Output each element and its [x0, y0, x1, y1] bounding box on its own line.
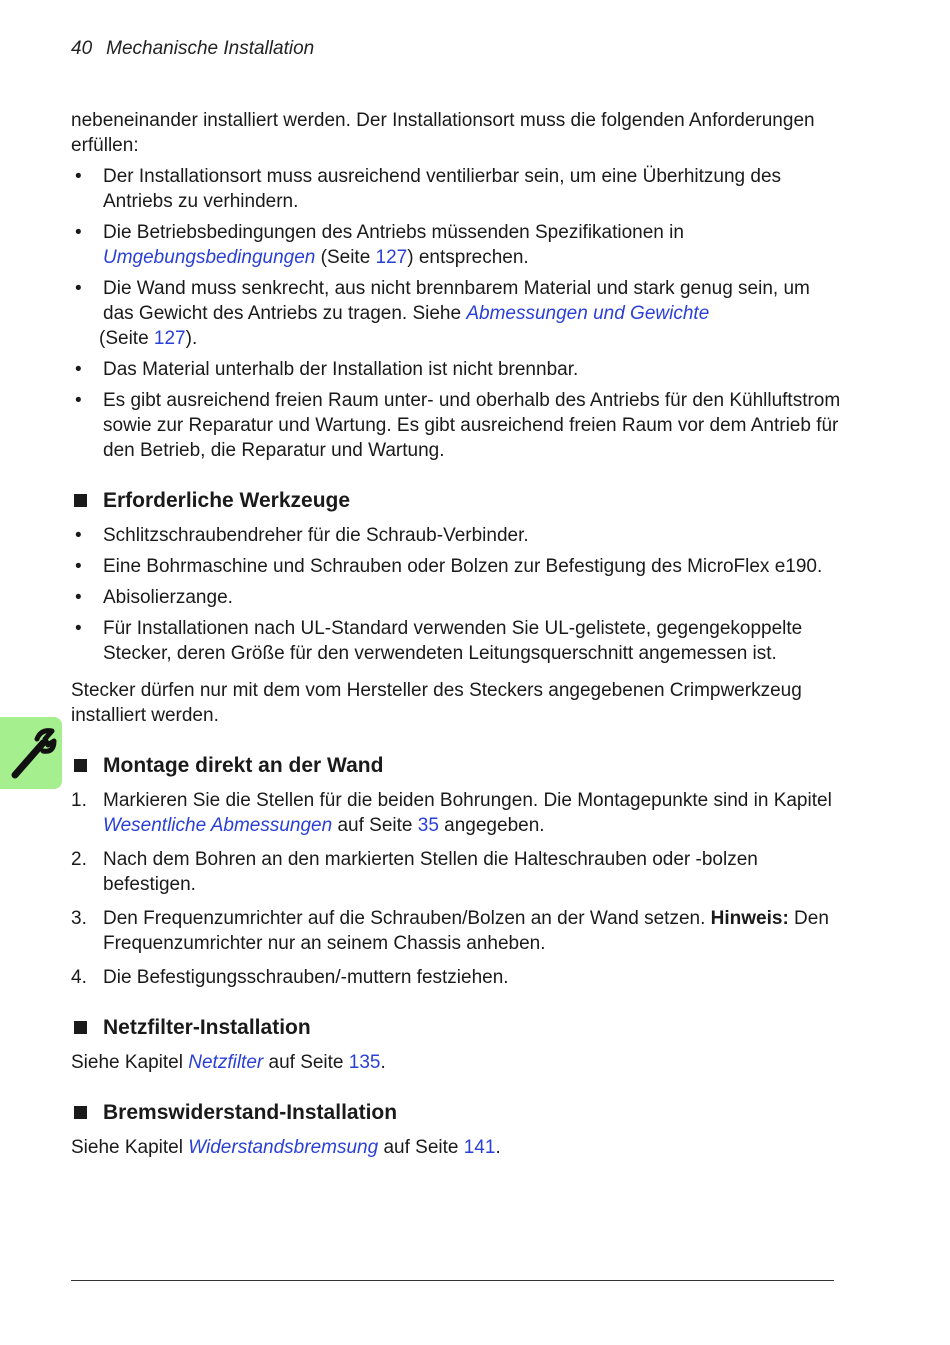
bullet: •: [75, 222, 82, 243]
page-number: 40: [71, 38, 93, 59]
list-item: [71, 357, 841, 382]
section-heading-text: Netzfilter-Installation: [103, 1016, 311, 1039]
step-text: angegeben.: [438, 815, 545, 836]
bullet: •: [75, 390, 82, 411]
bullet: •: [75, 618, 82, 639]
net-filter-paragraph: [71, 1050, 841, 1075]
link-abmessungen-und-gewichte[interactable]: Abmessungen und Gewichte: [466, 303, 710, 324]
list-item: [71, 276, 841, 351]
list-item-text: ).: [185, 328, 198, 349]
step-text: Nach dem Bohren an den markierten Stellen die Halteschrauben oder -bolzen befestigen.: [103, 849, 758, 895]
section-heading-wall-mount: [71, 752, 841, 780]
bullet: •: [75, 525, 82, 546]
link-widerstandsbremsung[interactable]: Widerstandsbremsung: [188, 1137, 379, 1158]
link-umgebungsbedingungen[interactable]: Umgebungsbedingungen: [103, 247, 316, 268]
step-number: 2.: [71, 849, 87, 870]
link-netzfilter[interactable]: Netzfilter: [188, 1052, 264, 1073]
section-heading-tools: [71, 487, 841, 515]
list-item: [71, 523, 841, 548]
list-item: [71, 585, 841, 610]
section-heading-text: Erforderliche Werkzeuge: [103, 489, 351, 512]
wrench-icon: [7, 727, 57, 781]
bullet: •: [75, 587, 82, 608]
step-number: 3.: [71, 908, 87, 929]
list-item-text: (Seite: [99, 328, 154, 349]
step-text: auf Seite: [332, 815, 418, 836]
step-item: [71, 788, 841, 838]
step-text: Die Befestigungsschrauben/-muttern festziehen.: [103, 967, 509, 988]
link-wesentliche-abmessungen[interactable]: Wesentliche Abmessungen: [103, 815, 333, 836]
page-link[interactable]: 35: [417, 815, 439, 836]
page-header: [71, 38, 314, 60]
intro-paragraph: nebeneinander installiert werden. Der Installationsort muss die folgenden Anforderungen erfüllen:: [71, 110, 815, 156]
step-item: [71, 965, 841, 990]
requirements-list: [71, 164, 841, 463]
list-item-text: (Seite: [315, 247, 376, 268]
bullet: •: [75, 278, 82, 299]
page-link[interactable]: 127: [375, 247, 408, 268]
step-item: [71, 906, 841, 956]
list-item: [71, 220, 841, 270]
brake-paragraph: [71, 1135, 841, 1160]
list-item-text: ) entsprechen.: [407, 247, 529, 268]
list-item: [71, 164, 841, 214]
page-content: [71, 108, 841, 1160]
list-item-text: Eine Bohrmaschine und Schrauben oder Bolzen zur Befestigung des MicroFlex e190.: [103, 556, 823, 577]
tool-note: Stecker dürfen nur mit dem vom Hersteller des Steckers angegebenen Crimpwerkzeug installiert werden.: [71, 680, 802, 726]
paragraph-text: Siehe Kapitel: [71, 1052, 189, 1073]
list-item-text: Für Installationen nach UL-Standard verwenden Sie UL-gelistete, gegengekoppelte Stecker, deren Größe für den verwendeten Leitungsquerschnitt angemessen ist.: [103, 618, 803, 664]
list-item-text: Der Installationsort muss ausreichend ventilierbar sein, um eine Überhitzung des Antriebs zu verhindern.: [103, 166, 782, 212]
step-text: Den Frequenzumrichter auf die Schrauben/Bolzen an der Wand setzen.: [103, 908, 711, 929]
paragraph-text: Siehe Kapitel: [71, 1137, 189, 1158]
step-text: Den Frequenzumrichter nur an seinem Chassis anheben.: [103, 908, 829, 954]
mount-steps: [71, 788, 841, 990]
page-link[interactable]: 135: [348, 1052, 381, 1073]
square-bullet-icon: [74, 494, 87, 507]
step-item: [71, 847, 841, 897]
square-bullet-icon: [74, 759, 87, 772]
list-item: [71, 616, 841, 666]
list-item: [71, 388, 841, 463]
paragraph-text: .: [495, 1137, 501, 1158]
paragraph-text: auf Seite: [378, 1137, 464, 1158]
bullet: •: [75, 556, 82, 577]
square-bullet-icon: [74, 1021, 87, 1034]
paragraph-text: auf Seite: [263, 1052, 349, 1073]
note-label: Hinweis:: [710, 908, 789, 929]
paragraph-text: .: [380, 1052, 386, 1073]
section-heading-net-filter: [71, 1014, 841, 1042]
list-item-text: Schlitzschraubendreher für die Schraub-Verbinder.: [103, 525, 529, 546]
list-item: [71, 554, 841, 579]
list-item-text: Abisolierzange.: [103, 587, 233, 608]
section-heading-text: Montage direkt an der Wand: [103, 754, 384, 777]
bullet: •: [75, 166, 82, 187]
square-bullet-icon: [74, 1106, 87, 1119]
tool-tab: [0, 717, 62, 789]
list-item-text: Das Material unterhalb der Installation ist nicht brennbar.: [103, 359, 579, 380]
list-item-text: Es gibt ausreichend freien Raum unter- und oberhalb des Antriebs für den Kühlluftstrom sowie zur Reparatur und Wartung. Es gibt ausreichend freien Raum vor dem Antrieb für den Betrieb, die Reparatur und Wartung.: [103, 390, 841, 461]
page-title: Mechanische Installation: [106, 38, 315, 59]
page-link[interactable]: 127: [153, 328, 186, 349]
page-link[interactable]: 141: [463, 1137, 496, 1158]
step-number: 1.: [71, 790, 87, 811]
step-text: Markieren Sie die Stellen für die beiden Bohrungen. Die Montagepunkte sind in Kapitel: [103, 790, 832, 811]
list-item-text: Die Wand muss senkrecht, aus nicht brennbarem Material und stark genug sein, um das Gewicht des Antriebs zu tragen. Siehe: [103, 278, 810, 324]
section-heading-brake: [71, 1099, 841, 1127]
section-heading-text: Bremswiderstand-Installation: [103, 1101, 398, 1124]
bullet: •: [75, 359, 82, 380]
step-number: 4.: [71, 967, 87, 988]
list-item-text: Die Betriebsbedingungen des Antriebs müssenden Spezifikationen in: [103, 222, 684, 243]
footer-rule: [71, 1280, 834, 1281]
tools-list: [71, 523, 841, 666]
